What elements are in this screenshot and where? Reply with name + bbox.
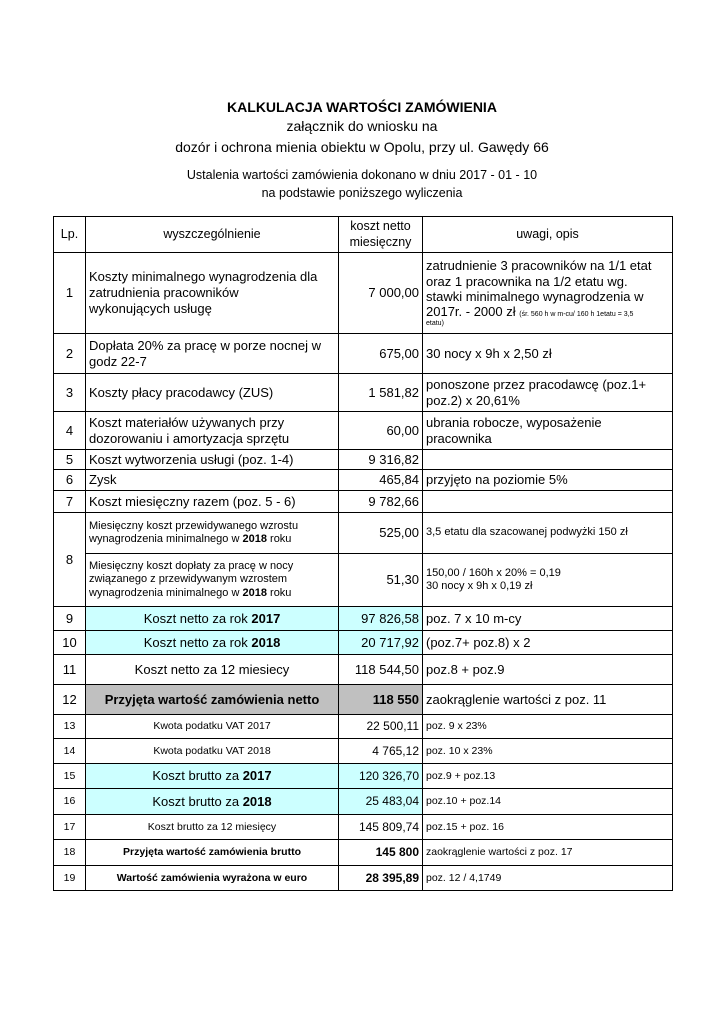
row-note: 30 nocy x 9h x 2,50 zł — [423, 334, 673, 374]
table-row — [54, 715, 673, 739]
row-description: Kwota podatku VAT 2018 — [86, 739, 339, 764]
row-description: Miesięczny koszt dopłaty za pracę w nocy związanego z przewidywanym wzrostem wynagrodzenia minimalnego w 2018 roku — [86, 554, 339, 607]
col-header-lp: Lp. — [54, 217, 86, 253]
row-lp: 2 — [54, 334, 86, 374]
row-cost: 28 395,89 — [339, 866, 423, 891]
col-header-description: wyszczególnienie — [86, 217, 339, 253]
row-description: Miesięczny koszt przewidywanego wzrostu wynagrodzenia minimalnego w 2018 roku — [86, 513, 339, 554]
col-header-cost: koszt netto miesięczny — [339, 217, 423, 253]
table-row — [54, 789, 673, 815]
row-lp: 19 — [54, 866, 86, 891]
row-description: Koszt netto za rok 2018 — [86, 631, 339, 655]
row-description: Koszt brutto za 2018 — [86, 789, 339, 815]
table-row — [54, 491, 673, 513]
table-row — [54, 840, 673, 866]
row-description: Wartość zamówienia wyrażona w euro — [86, 866, 339, 891]
row-cost: 145 800 — [339, 840, 423, 866]
table-row — [54, 866, 673, 891]
row-description: Koszty płacy pracodawcy (ZUS) — [86, 374, 339, 412]
table-row — [54, 739, 673, 764]
row-description: Zysk — [86, 470, 339, 491]
row-lp: 10 — [54, 631, 86, 655]
row-note — [423, 491, 673, 513]
row-note: poz. 10 x 23% — [423, 739, 673, 764]
row-cost: 20 717,92 — [339, 631, 423, 655]
row-lp: 5 — [54, 450, 86, 470]
table-row — [54, 450, 673, 470]
table-row — [54, 631, 673, 655]
table-row — [54, 470, 673, 491]
row-note: poz.9 + poz.13 — [423, 764, 673, 789]
row-description: Dopłata 20% za pracę w porze nocnej w godz 22-7 — [86, 334, 339, 374]
row-description: Koszt miesięczny razem (poz. 5 - 6) — [86, 491, 339, 513]
row-lp: 16 — [54, 789, 86, 815]
row-note: poz.15 + poz. 16 — [423, 815, 673, 840]
row-lp: 7 — [54, 491, 86, 513]
date-note-1: Ustalenia wartości zamówienia dokonano w dniu 2017 - 01 - 10 — [186, 168, 538, 182]
row-cost: 675,00 — [339, 334, 423, 374]
row-description: Kwota podatku VAT 2017 — [86, 715, 339, 739]
row-description: Koszt netto za 12 miesiecy — [86, 655, 339, 685]
row-cost: 97 826,58 — [339, 607, 423, 631]
row-note: zatrudnienie 3 pracowników na 1/1 etat oraz 1 pracownika na 1/2 etatu wg. stawki minimalnego wynagrodzenia w 2017r. - 2000 zł (śr. 560 h w m-cu/ 160 h 1etatu = 3,5 etatu) — [423, 253, 673, 334]
row-lp: 17 — [54, 815, 86, 840]
document-subtitle-1: załącznik do wniosku na — [286, 118, 438, 134]
row-note: zaokrąglenie wartości z poz. 17 — [423, 840, 673, 866]
row-lp: 14 — [54, 739, 86, 764]
document-subtitle-2: dozór i ochrona mienia obiektu w Opolu, przy ul. Gawędy 66 — [175, 139, 549, 155]
row-note: poz. 9 x 23% — [423, 715, 673, 739]
row-note: poz. 7 x 10 m-cy — [423, 607, 673, 631]
row-note: 3,5 etatu dla szacowanej podwyżki 150 zł — [423, 513, 673, 554]
row-description: Koszt materiałów używanych przy dozorowaniu i amortyzacja sprzętu — [86, 412, 339, 450]
row-lp: 18 — [54, 840, 86, 866]
row-cost: 22 500,11 — [339, 715, 423, 739]
row-cost: 25 483,04 — [339, 789, 423, 815]
row-note: (poz.7+ poz.8) x 2 — [423, 631, 673, 655]
table-row — [54, 334, 673, 374]
row-description: Przyjęta wartość zamówienia brutto — [86, 840, 339, 866]
row-lp: 1 — [54, 253, 86, 334]
row-lp: 8 — [54, 513, 86, 607]
row-lp: 6 — [54, 470, 86, 491]
table-row — [54, 607, 673, 631]
row-cost: 118 550 — [339, 685, 423, 715]
table-row — [54, 513, 673, 554]
date-note-2: na podstawie poniższego wyliczenia — [261, 186, 463, 200]
row-cost: 145 809,74 — [339, 815, 423, 840]
row-lp: 11 — [54, 655, 86, 685]
table-row — [54, 374, 673, 412]
row-description: Koszt netto za rok 2017 — [86, 607, 339, 631]
row-note — [423, 450, 673, 470]
row-cost: 120 326,70 — [339, 764, 423, 789]
row-cost: 7 000,00 — [339, 253, 423, 334]
table-header-row — [54, 217, 673, 253]
table-row — [54, 554, 673, 607]
row-cost: 4 765,12 — [339, 739, 423, 764]
table-row — [54, 253, 673, 334]
row-cost: 465,84 — [339, 470, 423, 491]
row-cost: 9 316,82 — [339, 450, 423, 470]
row-note: poz.10 + poz.14 — [423, 789, 673, 815]
row-note: zaokrąglenie wartości z poz. 11 — [423, 685, 673, 715]
row-description: Koszty minimalnego wynagrodzenia dla zatrudnienia pracowników wykonujących usługę — [86, 253, 339, 334]
table-row — [54, 412, 673, 450]
row-note: przyjęto na poziomie 5% — [423, 470, 673, 491]
table-row — [54, 685, 673, 715]
row-description: Przyjęta wartość zamówienia netto — [86, 685, 339, 715]
row-note: ponoszone przez pracodawcę (poz.1+ poz.2) x 20,61% — [423, 374, 673, 412]
table-row — [54, 764, 673, 789]
row-description: Koszt brutto za 12 miesięcy — [86, 815, 339, 840]
table-row — [54, 655, 673, 685]
row-lp: 4 — [54, 412, 86, 450]
row-cost: 118 544,50 — [339, 655, 423, 685]
col-header-notes: uwagi, opis — [423, 217, 673, 253]
table-row — [54, 815, 673, 840]
document-title: KALKULACJA WARTOŚCI ZAMÓWIENIA — [227, 99, 497, 115]
row-description: Koszt wytworzenia usługi (poz. 1-4) — [86, 450, 339, 470]
row-lp: 3 — [54, 374, 86, 412]
row-cost: 51,30 — [339, 554, 423, 607]
row-cost: 9 782,66 — [339, 491, 423, 513]
row-note: poz.8 + poz.9 — [423, 655, 673, 685]
row-lp: 9 — [54, 607, 86, 631]
row-lp: 15 — [54, 764, 86, 789]
calculation-table — [53, 216, 673, 891]
row-cost: 1 581,82 — [339, 374, 423, 412]
row-cost: 60,00 — [339, 412, 423, 450]
row-note: 150,00 / 160h x 20% = 0,19 30 nocy x 9h x 0,19 zł — [423, 554, 673, 607]
row-lp: 13 — [54, 715, 86, 739]
row-note: poz. 12 / 4,1749 — [423, 866, 673, 891]
row-description: Koszt brutto za 2017 — [86, 764, 339, 789]
row-note: ubrania robocze, wyposażenie pracownika — [423, 412, 673, 450]
row-cost: 525,00 — [339, 513, 423, 554]
row-lp: 12 — [54, 685, 86, 715]
